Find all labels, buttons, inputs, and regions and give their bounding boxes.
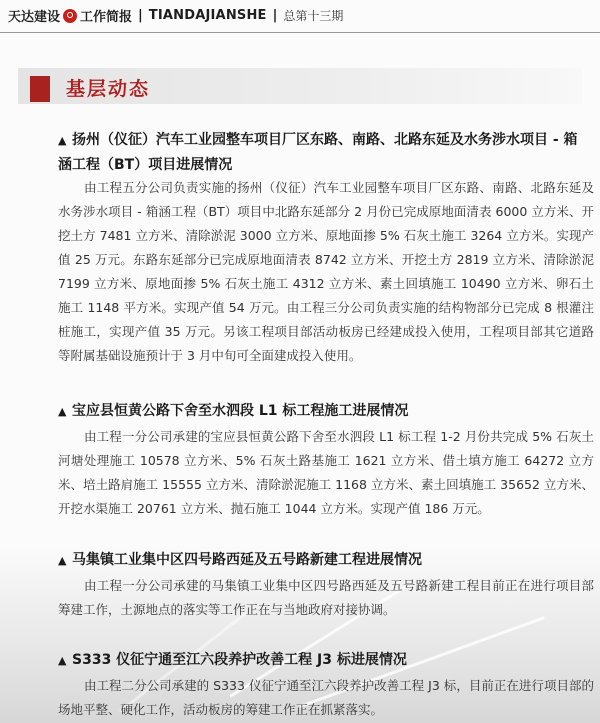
org-name: 天达建设	[8, 9, 61, 25]
article-title-text: S333 仪征宁通至江六段养护改善工程 J3 标进展情况	[72, 652, 407, 668]
header-rule	[0, 32, 600, 33]
triangle-bullet-icon: ▲	[58, 554, 67, 567]
header-separator: |	[272, 7, 278, 23]
triangle-bullet-icon: ▲	[58, 134, 67, 147]
article-title-text: 马集镇工业集中区四号路西延及五号路新建工程进展情况	[72, 552, 422, 568]
article-title-text: 扬州（仪征）汽车工业园整车项目厂区东路、南路、北路东延及水务涉水项目 - 箱涵工程（BT）项目进展情况	[58, 132, 578, 173]
article-body: 由工程二分公司承建的 S333 仪征宁通至江六段养护改善工程 J3 标，目前正在进行项目部的场地平整、硬化工作，活动板房的筹建工作正在抓紧落实。	[58, 678, 594, 717]
issue-number: 总第十三期	[283, 8, 344, 23]
section-banner	[18, 68, 582, 104]
article-title-text: 宝应县恒黄公路下舍至水泗段 L1 标工程施工进展情况	[72, 403, 409, 419]
newsletter-name: 工作简报	[80, 9, 133, 25]
article-title	[58, 399, 582, 424]
article-body: 由工程一分公司承建的马集镇工业集中区四号路西延及五号路新建工程目前正在进行项目部筹建工作，土源地点的落实等工作正在与当地政府对接协调。	[58, 578, 594, 617]
page-header	[0, 0, 600, 30]
section-accent-bar	[30, 76, 50, 102]
article-body: 由工程一分公司承建的宝应县恒黄公路下舍至水泗段 L1 标工程 1-2 月份共完成 5% 石灰土河塘处理施工 10578 立方米、5% 石灰土路基施工 1621 立方米、借土填方施工 64272 立方米、培土路肩施工 15555 立方米、清除淤泥施工 1168 立方米、素土回填施工 35652 立方米、开挖水渠施工 20761 立方米、抛石施工 1044 立方米。实现产值 186 万元。	[58, 429, 594, 516]
company-logo-icon	[63, 9, 77, 23]
triangle-bullet-icon: ▲	[58, 654, 67, 667]
section-title: 基层动态	[66, 78, 151, 100]
brand-name: TIANDAJIANSHE	[148, 7, 267, 23]
article-title	[58, 548, 582, 573]
article-body: 由工程五分公司负责实施的扬州（仪征）汽车工业园整车项目厂区东路、南路、北路东延及水务涉水项目 - 箱涵工程（BT）项目中北路东延部分 2 月份已完成原地面清表 6000 立方米、开挖土方 7481 立方米、清除淤泥 3000 立方米、原地面掺 5% 石灰土施工 3264 立方米。实现产值 25 万元。东路东延部分已完成原地面清表 8742 立方米、开挖土方 2819 立方米、清除淤泥 7199 立方米、原地面掺 5% 石灰土施工 4312 立方米、素土回填施工 10490 立方米、卵石土施工 1148 平方米。实现产值 54 万元。由工程三分公司负责实施的结构物部分已完成 8 根灌注桩施工，实现产值 35 万元。另该工程项目部活动板房已经建成投入使用，工程项目部其它道路等附属基础设施预计于 3 月中旬可全面建成投入使用。	[58, 180, 594, 363]
article-title	[58, 648, 582, 673]
header-separator: |	[138, 7, 143, 23]
article-title	[58, 128, 582, 177]
triangle-bullet-icon: ▲	[58, 405, 67, 418]
